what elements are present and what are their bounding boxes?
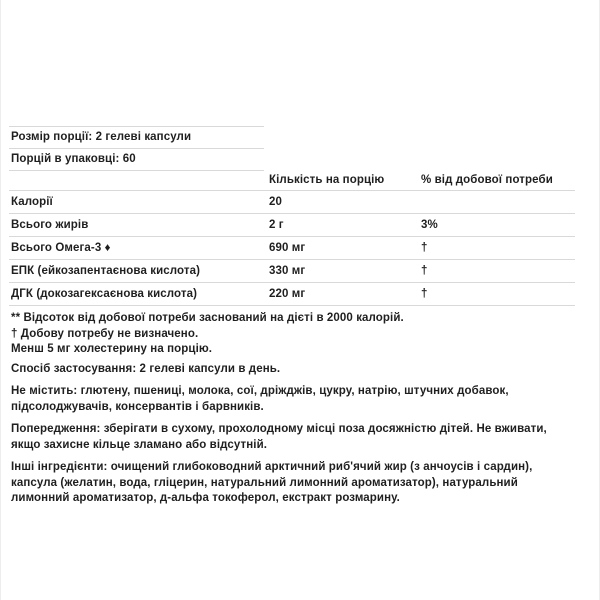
nutrient-amount: 20 (269, 196, 282, 208)
nutrient-dv: † (421, 242, 428, 254)
servings-per-container-row: Порцій в упаковці: 60 (9, 149, 264, 171)
header-daily-value: % від добової потреби (421, 174, 553, 186)
serving-info-block (9, 126, 264, 171)
other-ingredients-paragraph: Інші інгредієнти: очищений глибоководний арктичний риб'ячий жир (з анчоусів і сардин), капсула (желатин, вода, гліцерин, натуральний лимонний ароматизатор), натуральний лимонний ароматизатор, д-альфа токоферол, екстракт розмарину. (11, 461, 533, 504)
header-amount-per-serving: Кількість на порцію (269, 174, 385, 186)
label-content (9, 126, 575, 507)
table-row-calories (9, 191, 575, 214)
nutrient-amount: 330 мг (269, 265, 306, 277)
nutrient-dv: † (421, 265, 428, 277)
nutrition-table (9, 171, 575, 306)
nutrient-label: Всього жирів (11, 219, 89, 231)
directions-paragraph: Спосіб застосування: 2 гелеві капсули в день. (11, 362, 281, 375)
nutrient-amount: 690 мг (269, 242, 306, 254)
nutrient-label: Всього Омега-3 ♦ (11, 242, 111, 254)
footnote-cholesterol: Менш 5 мг холестерину на порцію. (11, 343, 213, 355)
nutrient-dv: † (421, 288, 428, 300)
footnote-daily-value: ** Відсоток від добової потреби заснований на дієті в 2000 калорій. (11, 312, 404, 324)
nutrient-amount: 220 мг (269, 288, 306, 300)
warning-paragraph: Попередження: зберігати в сухому, прохолодному місці поза досяжністю дітей. Не вживати, якщо захисне кільце зламано або відсутній. (11, 423, 547, 451)
free-of-paragraph: Не містить: глютену, пшениці, молока, сої, дріжджів, цукру, натрію, штучних добавок, підсолоджувачів, консервантів і барвників. (11, 385, 509, 413)
footnotes-block (9, 311, 575, 358)
table-row-total-fat (9, 214, 575, 237)
footnote-dagger: † Добову потребу не визначено. (11, 327, 199, 340)
nutrient-label: Калорії (11, 196, 53, 208)
table-row-dha (9, 283, 575, 306)
nutrient-amount: 2 г (269, 219, 284, 231)
table-row-total-omega3 (9, 237, 575, 260)
serving-size-row: Розмір порції: 2 гелеві капсули (9, 127, 264, 149)
nutrient-label: ЕПК (ейкозапентаєнова кислота) (11, 265, 200, 277)
table-header-row (9, 171, 575, 191)
table-row-epa (9, 260, 575, 283)
nutrient-label: ДГК (докозагексаєнова кислота) (11, 288, 198, 300)
nutrient-dv: 3% (421, 219, 438, 231)
